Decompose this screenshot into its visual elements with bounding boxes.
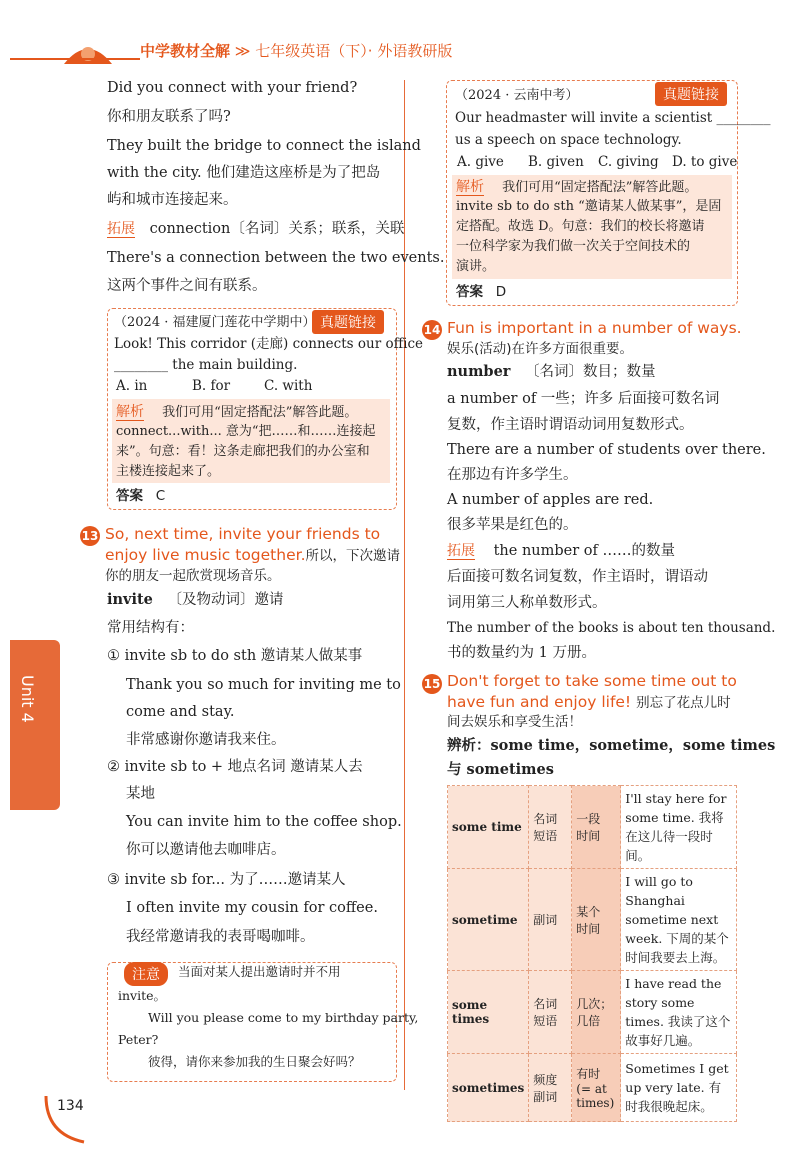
answer-value: D: [495, 284, 507, 300]
header-rule: [10, 58, 140, 60]
vocab-word: number: [447, 363, 511, 380]
extension-tag: 拓展: [447, 543, 475, 559]
analysis-tag: 解析: [116, 404, 144, 420]
table-cell-meaning: 几次； 几倍: [572, 971, 621, 1054]
table-cell-word: some times: [448, 971, 529, 1054]
analysis-text: invite sb to do sth “邀请某人做某事”，是固: [456, 199, 722, 214]
extension-line: [107, 219, 404, 239]
table-cell-word: sometimes: [448, 1054, 529, 1122]
table-cell-pos: 名词 短语: [529, 786, 572, 869]
page-number: 134: [57, 1098, 84, 1114]
extension-line: [447, 541, 675, 561]
comparison-heading: 辨析：some time，sometime，some times: [447, 737, 776, 754]
key-sentence-line: [105, 545, 400, 567]
table-cell-pos: 副词: [529, 869, 572, 971]
key-sentence-cn: 别忘了花点儿时: [636, 695, 731, 711]
example-en: There are a number of students over there.: [447, 442, 766, 458]
example-cn: 这两个事件之间有联系。: [107, 278, 267, 294]
note-example-en: Peter?: [118, 1032, 159, 1047]
section-number-14: 14: [422, 320, 442, 340]
exam-option: A. give: [457, 154, 504, 170]
exam-source: （2024 · 云南中考）: [455, 88, 579, 103]
table-cell-word: some time: [448, 786, 529, 869]
exam-source: （2024 · 福建厦门莲花中学期中）: [114, 315, 316, 330]
exam-question: Look! This corridor (走廊) connects our office: [114, 336, 424, 352]
structure-item: ② invite sb to + 地点名词 邀请某人去: [107, 759, 363, 775]
exam-option: A. in: [116, 378, 148, 394]
note-example-en: Will you please come to my birthday party,: [148, 1010, 419, 1025]
key-sentence-en: have fun and enjoy life!: [447, 693, 632, 711]
exam-option: B. given: [528, 154, 584, 170]
example-cn: 我经常邀请我的表哥喝咖啡。: [126, 929, 315, 945]
answer-label: 答案: [456, 284, 483, 300]
example-cn: 屿和城市连接起来。: [107, 192, 238, 208]
unit-tab: [10, 640, 60, 810]
analysis-text: 定搭配。故选 D。句意：我们的校长将邀请: [456, 219, 705, 234]
section-number-13: 13: [80, 526, 100, 546]
table-cell-example: I'll stay here for some time. 我将在这儿待一段时间。: [621, 786, 737, 869]
definition: 复数，作主语时谓语动词用复数形式。: [447, 417, 694, 433]
analysis-text: 我们可用“固定搭配法”解答此题。: [502, 180, 698, 195]
definition: a number of 一些；许多 后面接可数名词: [447, 391, 720, 407]
example-en: Did you connect with your friend?: [107, 80, 358, 96]
table-cell-meaning: 某个 时间: [572, 869, 621, 971]
extension-text: connection〔名词〕关系；联系，关联: [149, 221, 405, 237]
table-cell-pos: 频度 副词: [529, 1054, 572, 1122]
example-en: A number of apples are red.: [447, 492, 654, 508]
book-subtitle: 七年级英语（下）· 外语教研版: [255, 42, 453, 60]
key-sentence-en: enjoy live music together.: [105, 546, 306, 564]
table-cell-example: I will go to Shanghai sometime next week. 下周的某个时间我要去上海。: [621, 869, 737, 971]
key-sentence-en: Fun is important in a number of ways.: [447, 319, 742, 337]
example-mixed: [107, 163, 380, 183]
exam-question: ________ the main building.: [114, 357, 298, 373]
book-logo-icon: [60, 34, 116, 74]
definition: 后面接可数名词复数，作主语时，谓语动: [447, 569, 708, 585]
table-row: [448, 869, 737, 971]
vocab-entry: [107, 590, 284, 610]
comparison-heading: 与 sometimes: [447, 761, 554, 778]
exam-option: C. with: [264, 378, 313, 394]
structure-item: 某地: [126, 786, 155, 802]
structure-item: ① invite sb to do sth 邀请某人做某事: [107, 648, 363, 664]
example-en: come and stay.: [126, 704, 235, 720]
answer-line: [456, 282, 506, 302]
comparison-table: [447, 785, 737, 1122]
example-cn: 书的数量约为 1 万册。: [447, 645, 596, 661]
key-sentence-cn: 你的朋友一起欣赏现场音乐。: [105, 568, 281, 584]
key-sentence-cn: 间去娱乐和享受生活！: [447, 714, 582, 730]
table-cell-meaning: 有时 (= at times): [572, 1054, 621, 1122]
vocab-word: invite: [107, 591, 153, 608]
analysis-text: 主楼连接起来了。: [116, 464, 221, 479]
example-cn: 你和朋友联系了吗?: [107, 109, 231, 125]
table-cell-meaning: 一段 时间: [572, 786, 621, 869]
key-sentence-en: Don't forget to take some time out to: [447, 672, 737, 690]
example-cn: 非常感谢你邀请我来住。: [126, 732, 286, 748]
table-cell-pos: 名词 短语: [529, 971, 572, 1054]
example-en: You can invite him to the coffee shop.: [126, 814, 402, 830]
example-cn: 在那边有许多学生。: [447, 467, 578, 483]
exam-question: us a speech on space technology.: [455, 132, 682, 148]
table-cell-example: I have read the story some times. 我读了这个故事好几遍。: [621, 971, 737, 1054]
example-cn: 他们建造这座桥是为了把岛: [206, 165, 381, 181]
example-en: They built the bridge to connect the island: [107, 138, 421, 154]
example-cn: 你可以邀请他去咖啡店。: [126, 842, 286, 858]
answer-line: [116, 486, 165, 506]
note-text: invite。: [118, 988, 167, 1003]
example-en: The number of the books is about ten thousand.: [447, 620, 776, 636]
key-sentence-en: So, next time, invite your friends to: [105, 525, 381, 543]
key-sentence-cn: 娱乐(活动)在许多方面很重要。: [447, 341, 634, 357]
note-tag: 注意: [124, 962, 168, 986]
extension-tag: 拓展: [107, 221, 135, 237]
note-text: 当面对某人提出邀请时并不用: [178, 964, 341, 979]
table-cell-example: Sometimes I get up very late. 有时我很晚起床。: [621, 1054, 737, 1122]
definition: 词用第三人称单数形式。: [447, 595, 607, 611]
note-example-cn: 彼得，请你来参加我的生日聚会好吗？: [148, 1054, 361, 1069]
analysis-text: 我们可用“固定搭配法”解答此题。: [162, 405, 358, 420]
exam-link-badge: 真题链接: [655, 82, 727, 106]
example-en: with the city.: [107, 165, 202, 181]
example-en: There's a connection between the two events.: [107, 250, 445, 266]
table-row: [448, 1054, 737, 1122]
vocab-pos: 〔及物动词〕邀请: [167, 592, 284, 608]
structure-intro: 常用结构有：: [107, 620, 194, 636]
key-sentence-line: [447, 692, 731, 714]
structure-item: ③ invite sb for... 为了……邀请某人: [107, 872, 346, 888]
analysis-text: 一位科学家为我们做一次关于空间技术的: [456, 239, 691, 254]
analysis-text: 演讲。: [456, 259, 496, 274]
analysis-line: [116, 402, 357, 423]
example-en: I often invite my cousin for coffee.: [126, 900, 378, 916]
exam-link-badge: 真题链接: [312, 310, 384, 334]
analysis-line: [456, 177, 697, 198]
example-en: Thank you so much for inviting me to: [126, 677, 401, 693]
book-title: 中学教材全解: [140, 42, 231, 60]
extension-text: the number of ……的数量: [493, 543, 676, 559]
vocab-entry: [447, 362, 656, 382]
page-header: 中学教材全解 ≫ 七年级英语（下）· 外语教研版: [140, 42, 453, 60]
unit-label: Unit 4: [18, 675, 37, 723]
section-number-15: 15: [422, 674, 442, 694]
analysis-text: connect...with... 意为“把……和……连接起: [116, 424, 376, 439]
example-cn: 很多苹果是红色的。: [447, 517, 578, 533]
key-sentence-cn: 所以，下次邀请: [305, 548, 401, 564]
answer-value: C: [155, 488, 166, 504]
exam-question: Our headmaster will invite a scientist ________: [455, 110, 771, 126]
exam-option: C. giving: [598, 154, 659, 170]
vocab-pos: 〔名词〕数目；数量: [525, 364, 656, 380]
exam-option: D. to give: [672, 154, 738, 170]
table-row: [448, 971, 737, 1054]
analysis-tag: 解析: [456, 179, 484, 195]
answer-label: 答案: [116, 488, 143, 504]
table-row: [448, 786, 737, 869]
exam-option: B. for: [192, 378, 231, 394]
table-cell-word: sometime: [448, 869, 529, 971]
analysis-text: 来”。句意：看！这条走廊把我们的办公室和: [116, 444, 370, 459]
